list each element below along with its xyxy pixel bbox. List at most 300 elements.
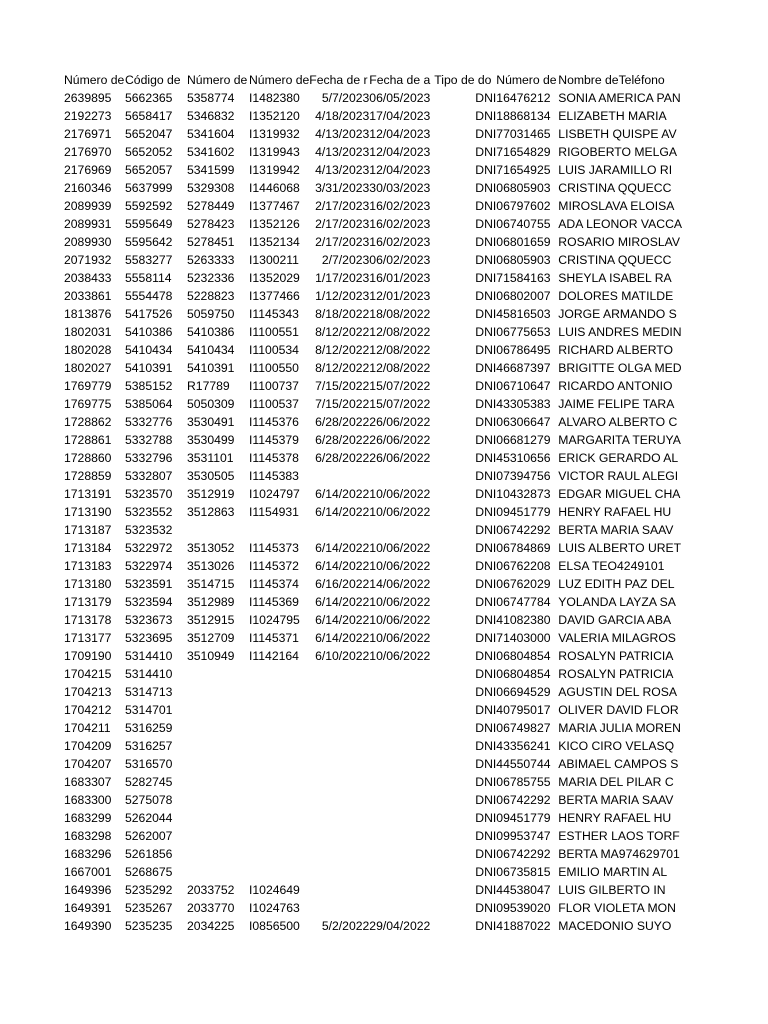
table-cell[interactable]: 10432873 [496,487,551,501]
table-cell[interactable]: 5592592 [125,199,173,213]
table-cell[interactable]: 5/7/2023 [321,91,370,105]
table-cell[interactable]: MARIA JULIA MOREN [558,721,681,735]
table-cell[interactable]: I1024763 [249,901,300,915]
table-cell[interactable] [249,845,309,863]
table-cell[interactable]: 06785755 [496,775,551,789]
table-cell[interactable]: DNI [475,199,497,213]
table-cell[interactable]: 2089930 [64,235,112,249]
table-cell[interactable]: 06681279 [496,433,551,447]
table-cell[interactable]: LUIS ANDRES MEDIN [558,325,682,339]
table-cell[interactable]: 1704207 [64,757,112,771]
table-cell[interactable] [369,899,434,917]
table-cell[interactable]: DNI [475,595,497,609]
table-cell[interactable]: 07394756 [496,469,551,483]
table-cell[interactable] [369,521,434,539]
table-cell[interactable]: 6/14/2022 [315,595,370,609]
table-cell[interactable]: 71654829 [496,145,551,159]
table-cell[interactable]: LUZ EDITH PAZ DEL [558,577,675,591]
table-cell[interactable]: 1704212 [64,703,112,717]
table-cell[interactable]: 5652057 [125,163,173,177]
table-cell[interactable]: CRISTINA QQUECC [558,253,672,267]
table-cell[interactable] [187,845,249,863]
table-cell[interactable] [187,755,249,773]
table-cell[interactable]: DNI [475,829,497,843]
table-cell[interactable]: DNI [475,541,497,555]
table-cell[interactable]: I1145343 [249,307,299,321]
table-cell[interactable]: DNI [475,505,497,519]
table-cell[interactable]: 1728861 [64,433,112,447]
table-cell[interactable]: DNI [475,451,497,465]
table-cell[interactable]: 1649396 [64,883,112,897]
table-cell[interactable]: 2639895 [64,91,112,105]
table-cell[interactable]: 1649390 [64,919,112,933]
table-cell[interactable] [249,665,309,683]
table-cell[interactable]: DNI [475,253,497,267]
table-cell[interactable]: 1713179 [64,595,112,609]
table-cell[interactable]: DNI [475,901,497,915]
table-cell[interactable] [369,827,434,845]
table-cell[interactable]: I1446068 [249,181,300,195]
table-cell[interactable] [369,845,434,863]
table-cell[interactable] [187,665,249,683]
table-cell[interactable]: 2033861 [64,289,112,303]
table-cell[interactable]: I1319932 [249,127,300,141]
table-cell[interactable]: 3530499 [187,433,235,447]
table-cell[interactable]: 06/02/2023 [369,253,431,267]
table-cell[interactable]: 5410391 [125,361,173,375]
table-cell[interactable]: DNI [475,415,497,429]
table-cell[interactable]: DNI [475,559,497,573]
table-cell[interactable]: 4/18/2023 [315,109,370,123]
table-cell[interactable]: 8/12/2022 [315,361,370,375]
table-cell[interactable] [369,809,434,827]
table-cell[interactable]: CRISTINA QQUECC [558,181,672,195]
table-cell[interactable]: BERTA MA974629701 [558,847,680,861]
table-cell[interactable]: DOLORES MATILDE [558,289,674,303]
table-cell[interactable]: 06747784 [496,595,551,609]
table-cell[interactable]: 3512863 [187,505,235,519]
table-cell[interactable]: 2192273 [64,109,112,123]
table-cell[interactable]: DNI [475,469,497,483]
table-cell[interactable]: HENRY RAFAEL HU [558,505,672,519]
table-cell[interactable]: 5554478 [125,289,173,303]
table-cell[interactable]: DNI [475,721,497,735]
table-cell[interactable]: I1100537 [249,397,299,411]
table-cell[interactable]: 18868134 [496,109,551,123]
table-cell[interactable]: 2176969 [64,163,112,177]
table-cell[interactable]: 5059750 [187,307,235,321]
table-cell[interactable]: 5341604 [187,127,235,141]
table-cell[interactable]: 5637999 [125,181,173,195]
table-cell[interactable]: 17/04/2023 [369,109,431,123]
table-cell[interactable]: 7/15/2022 [315,379,370,393]
table-cell[interactable]: 5662365 [125,91,173,105]
table-cell[interactable] [187,827,249,845]
table-cell[interactable]: 5346832 [187,109,235,123]
table-cell[interactable]: 12/04/2023 [369,127,431,141]
table-cell[interactable]: ROSALYN PATRICIA [558,667,674,681]
table-cell[interactable]: RICHARD ALBERTO [558,343,673,357]
table-cell[interactable]: ESTHER LAOS TORF [558,829,680,843]
table-cell[interactable]: I1024795 [249,613,300,627]
table-cell[interactable]: DNI [475,343,497,357]
table-cell[interactable]: 5323552 [125,505,173,519]
table-cell[interactable]: 1683296 [64,847,112,861]
table-cell[interactable] [187,809,249,827]
table-cell[interactable]: OLIVER DAVID FLOR [558,703,679,717]
table-cell[interactable]: 06805903 [496,181,551,195]
table-cell[interactable]: 6/14/2022 [315,613,370,627]
table-cell[interactable]: 5278449 [187,199,235,213]
table-cell[interactable]: 10/06/2022 [369,595,431,609]
table-cell[interactable]: 5235267 [125,901,173,915]
table-cell[interactable]: 5261856 [125,847,173,861]
table-cell[interactable] [369,863,434,881]
table-cell[interactable]: 5262007 [125,829,173,843]
table-cell[interactable]: DNI [475,703,497,717]
table-cell[interactable]: VICTOR RAUL ALEGI [558,469,679,483]
table-cell[interactable]: 5332776 [125,415,173,429]
table-cell[interactable]: 1683300 [64,793,112,807]
table-cell[interactable]: SHEYLA ISABEL RA [558,271,672,285]
table-cell[interactable]: 1728860 [64,451,112,465]
table-cell[interactable]: I1145379 [249,433,299,447]
table-cell[interactable]: 5410434 [187,343,235,357]
table-cell[interactable]: 06786495 [496,343,551,357]
table-cell[interactable]: 40795017 [496,703,551,717]
table-cell[interactable]: 06306647 [496,415,551,429]
table-cell[interactable]: 5410386 [187,325,235,339]
header-cell-split[interactable] [558,71,684,89]
table-cell[interactable]: 2038433 [64,271,112,285]
table-cell[interactable]: 6/14/2022 [315,559,370,573]
table-cell[interactable]: 6/28/2022 [315,433,370,447]
table-cell[interactable]: 2160346 [64,181,112,195]
table-cell[interactable]: LUIS ALBERTO URET [558,541,682,555]
table-cell[interactable]: 3512919 [187,487,235,501]
table-cell[interactable] [309,683,369,701]
table-cell[interactable]: 3531101 [187,451,234,465]
table-cell[interactable]: 09451779 [496,811,551,825]
table-cell[interactable] [369,773,434,791]
table-cell[interactable]: 5322972 [125,541,173,555]
table-cell[interactable]: BERTA MARIA SAAV [558,523,674,537]
table-cell[interactable]: I1319943 [249,145,300,159]
table-cell[interactable]: 06762208 [496,559,551,573]
table-cell[interactable]: 5235292 [125,883,173,897]
table-cell[interactable]: EDGAR MIGUEL CHA [558,487,681,501]
table-cell[interactable]: 1713184 [64,541,112,555]
table-cell[interactable]: I1352029 [249,271,300,285]
table-cell[interactable]: 06797602 [496,199,551,213]
table-cell[interactable]: 5332807 [125,469,173,483]
table-cell[interactable]: 5385152 [125,379,173,393]
table-cell[interactable] [309,773,369,791]
table-cell[interactable]: I1352126 [249,217,300,231]
table-cell[interactable]: 06710647 [496,379,551,393]
table-cell[interactable]: 5410434 [125,343,173,357]
table-cell[interactable]: ROSARIO MIROSLAV [558,235,680,249]
table-cell[interactable]: 2176971 [64,127,112,141]
table-cell[interactable]: 10/06/2022 [369,613,431,627]
table-cell[interactable]: 15/07/2022 [369,379,431,393]
table-cell[interactable]: 1/17/2023 [315,271,370,285]
table-cell[interactable]: 1713191 [64,487,112,501]
table-cell[interactable]: 30/03/2023 [369,181,431,195]
table-cell[interactable]: 1713187 [64,523,112,537]
table-cell[interactable]: 1713190 [64,505,112,519]
table-cell[interactable] [249,791,309,809]
header-cell[interactable]: Número de [187,73,248,87]
table-cell[interactable]: 09539020 [496,901,551,915]
table-cell[interactable]: 1813876 [64,307,112,321]
table-cell[interactable]: 5323532 [125,523,173,537]
table-cell[interactable]: DNI [475,757,497,771]
table-cell[interactable] [249,737,309,755]
table-cell[interactable]: 3514715 [187,577,235,591]
table-cell[interactable]: 3512915 [187,613,235,627]
table-cell[interactable]: 46687397 [496,361,551,375]
table-cell[interactable]: SONIA AMERICA PAN [558,91,681,105]
table-cell[interactable]: JAIME FELIPE TARA [558,397,675,411]
table-cell[interactable]: 5316257 [125,739,173,753]
table-cell[interactable]: 5228823 [187,289,235,303]
table-cell[interactable] [369,701,434,719]
table-cell[interactable]: I1100534 [249,343,299,357]
table-cell[interactable]: DNI [475,811,497,825]
table-cell[interactable] [309,521,369,539]
table-cell[interactable]: 4/13/2023 [315,163,370,177]
table-cell[interactable] [369,737,434,755]
table-cell[interactable]: DNI [475,613,497,627]
table-cell[interactable] [309,665,369,683]
table-cell[interactable]: 5316570 [125,757,173,771]
table-cell[interactable]: 77031465 [496,127,551,141]
table-cell[interactable]: 1667001 [64,865,112,879]
table-cell[interactable]: ELIZABETH MARIA [558,109,667,123]
table-cell[interactable]: 3513052 [187,541,235,555]
table-cell[interactable] [249,521,309,539]
table-cell[interactable]: 5323673 [125,613,173,627]
table-cell[interactable] [187,719,249,737]
table-cell[interactable]: I1377467 [249,199,300,213]
table-cell[interactable]: DNI [475,793,497,807]
table-cell[interactable]: 1709190 [64,649,112,663]
table-cell[interactable]: ALVARO ALBERTO C [558,415,678,429]
table-cell[interactable]: 12/04/2023 [369,163,431,177]
table-cell[interactable]: DNI [475,91,497,105]
table-cell[interactable]: BRIGITTE OLGA MED [558,361,682,375]
table-cell[interactable]: DNI [475,631,497,645]
table-cell[interactable]: 12/08/2022 [369,343,431,357]
table-cell[interactable]: 1728859 [64,469,112,483]
table-cell[interactable]: 2/17/2023 [315,235,370,249]
table-cell[interactable]: MARIA DEL PILAR C [558,775,674,789]
table-cell[interactable]: I1145378 [249,451,299,465]
table-cell[interactable]: 5232336 [187,271,235,285]
table-cell[interactable]: DNI [475,307,497,321]
table-cell[interactable] [369,683,434,701]
table-cell[interactable]: 5595649 [125,217,173,231]
table-cell[interactable]: 18/08/2022 [369,307,431,321]
table-cell[interactable]: 45310656 [496,451,551,465]
table-cell[interactable]: 2033770 [187,901,235,915]
table-cell[interactable]: DNI [475,739,497,753]
table-cell[interactable]: 5323594 [125,595,173,609]
table-cell[interactable]: 10/06/2022 [369,631,431,645]
table-cell[interactable]: 8/12/2022 [315,325,370,339]
table-cell[interactable]: 5323570 [125,487,173,501]
table-cell[interactable]: DNI [475,217,497,231]
header-cell[interactable]: Código de [125,73,181,87]
header-cell[interactable]: Fecha de a [369,73,431,87]
table-cell[interactable]: 6/16/2022 [315,577,370,591]
table-cell[interactable]: MARGARITA TERUYA [558,433,681,447]
table-cell[interactable]: I1100551 [249,325,299,339]
header-cell[interactable]: Número de [249,73,310,87]
table-cell[interactable] [249,773,309,791]
table-cell[interactable]: 06740755 [496,217,551,231]
table-cell[interactable]: I1145383 [249,469,299,483]
table-cell[interactable]: LISBETH QUISPE AV [558,127,677,141]
table-cell[interactable] [249,683,309,701]
table-cell[interactable]: 1683307 [64,775,112,789]
table-cell[interactable]: VALERIA MILAGROS [558,631,676,645]
table-cell[interactable]: DNI [475,523,497,537]
table-cell[interactable]: 1704213 [64,685,112,699]
table-cell[interactable]: 1802027 [64,361,112,375]
table-cell[interactable]: 2/7/2023 [321,253,370,267]
table-cell[interactable]: 5652047 [125,127,173,141]
table-cell[interactable] [309,701,369,719]
table-cell[interactable]: 3512709 [187,631,235,645]
table-cell[interactable]: 06749827 [496,721,551,735]
table-cell[interactable]: DAVID GARCIA ABA [558,613,672,627]
table-cell[interactable] [369,665,434,683]
table-cell[interactable]: FLOR VIOLETA MON [558,901,676,915]
table-cell[interactable]: DNI [475,235,497,249]
table-cell[interactable]: ABIMAEL CAMPOS S [558,757,679,771]
table-cell[interactable]: 6/14/2022 [315,631,370,645]
table-cell[interactable]: 5323695 [125,631,173,645]
table-cell[interactable] [309,881,369,899]
table-cell[interactable]: 5235235 [125,919,173,933]
table-cell[interactable]: DNI [475,271,497,285]
table-cell[interactable] [309,899,369,917]
table-cell[interactable]: 06762029 [496,577,551,591]
table-cell[interactable] [249,809,309,827]
table-cell[interactable]: I1145372 [249,559,299,573]
table-cell[interactable]: YOLANDA LAYZA SA [558,595,676,609]
table-cell[interactable]: 5278451 [187,235,235,249]
table-cell[interactable]: 43356241 [496,739,551,753]
table-cell[interactable]: 8/12/2022 [315,343,370,357]
table-cell[interactable]: 1713183 [64,559,112,573]
table-cell[interactable]: 10/06/2022 [369,505,431,519]
table-cell[interactable] [187,773,249,791]
table-cell[interactable]: 06804854 [496,667,551,681]
table-cell[interactable]: 5341602 [187,145,235,159]
table-cell[interactable]: 1728862 [64,415,112,429]
table-cell[interactable]: I0856500 [249,919,300,933]
table-cell[interactable]: 5410391 [187,361,235,375]
table-cell[interactable]: 43305383 [496,397,551,411]
table-cell[interactable] [369,755,434,773]
table-cell[interactable]: 5332796 [125,451,173,465]
table-cell[interactable]: 5262044 [125,811,173,825]
table-cell[interactable]: DNI [475,649,497,663]
table-cell[interactable]: 2071932 [64,253,112,267]
table-cell[interactable]: 6/14/2022 [315,487,370,501]
table-cell[interactable]: 4/13/2023 [315,145,370,159]
table-cell[interactable]: 4/13/2023 [315,127,370,141]
table-cell[interactable]: DNI [475,109,497,123]
table-cell[interactable]: 5558114 [125,271,172,285]
table-cell[interactable]: 1683298 [64,829,112,843]
table-cell[interactable]: DNI [475,379,497,393]
table-cell[interactable] [249,755,309,773]
table-cell[interactable]: 14/06/2022 [369,577,431,591]
table-cell[interactable]: LUIS JARAMILLO RI [558,163,673,177]
table-cell[interactable]: I1300211 [249,253,299,267]
table-cell[interactable]: 5282745 [125,775,173,789]
table-cell[interactable]: 06804854 [496,649,551,663]
table-cell[interactable]: 6/14/2022 [315,505,370,519]
table-cell[interactable]: 06742292 [496,847,551,861]
table-cell[interactable]: 1/12/2023 [315,289,370,303]
table-cell[interactable]: 26/06/2022 [369,415,431,429]
table-cell[interactable]: 06742292 [496,523,551,537]
table-cell[interactable] [369,881,434,899]
table-cell[interactable]: EMILIO MARTIN AL [558,865,668,879]
table-cell[interactable] [187,521,249,539]
table-cell[interactable]: 09451779 [496,505,551,519]
table-cell[interactable]: 3510949 [187,649,235,663]
table-cell[interactable]: 06/05/2023 [369,91,431,105]
table-cell[interactable]: 06801659 [496,235,551,249]
table-cell[interactable]: 1713178 [64,613,112,627]
table-cell[interactable]: DNI [475,577,497,591]
header-cell[interactable]: Número de [64,73,125,87]
table-cell[interactable]: ADA LEONOR VACCA [558,217,683,231]
table-cell[interactable]: 7/15/2022 [315,397,370,411]
table-cell[interactable]: 06742292 [496,793,551,807]
table-cell[interactable]: 6/10/2022 [315,649,370,663]
table-cell[interactable]: 2089931 [64,217,112,231]
table-cell[interactable]: AGUSTIN DEL ROSA [558,685,678,699]
table-cell[interactable]: 12/08/2022 [369,325,431,339]
table-cell[interactable]: MIROSLAVA ELOISA [558,199,675,213]
table-cell[interactable]: DNI [475,145,497,159]
table-cell[interactable]: 5314713 [125,685,173,699]
table-cell[interactable]: I1100737 [249,379,299,393]
table-cell[interactable]: ELSA TEO4249101 [558,559,665,573]
table-cell[interactable]: KICO CIRO VELASQ [558,739,675,753]
table-cell[interactable] [187,791,249,809]
table-cell[interactable]: 1769779 [64,379,112,393]
table-cell[interactable]: 5278423 [187,217,235,231]
table-cell[interactable]: 3530505 [187,469,235,483]
table-cell[interactable]: 5314410 [125,649,173,663]
table-cell[interactable]: 1802031 [64,325,112,339]
table-cell[interactable]: 5329308 [187,181,235,195]
table-cell[interactable]: 5417526 [125,307,173,321]
table-cell[interactable] [309,719,369,737]
table-cell[interactable]: I1352120 [249,109,300,123]
table-cell[interactable]: I1482380 [249,91,300,105]
table-cell[interactable]: 5322974 [125,559,173,573]
table-cell[interactable]: 06802007 [496,289,551,303]
